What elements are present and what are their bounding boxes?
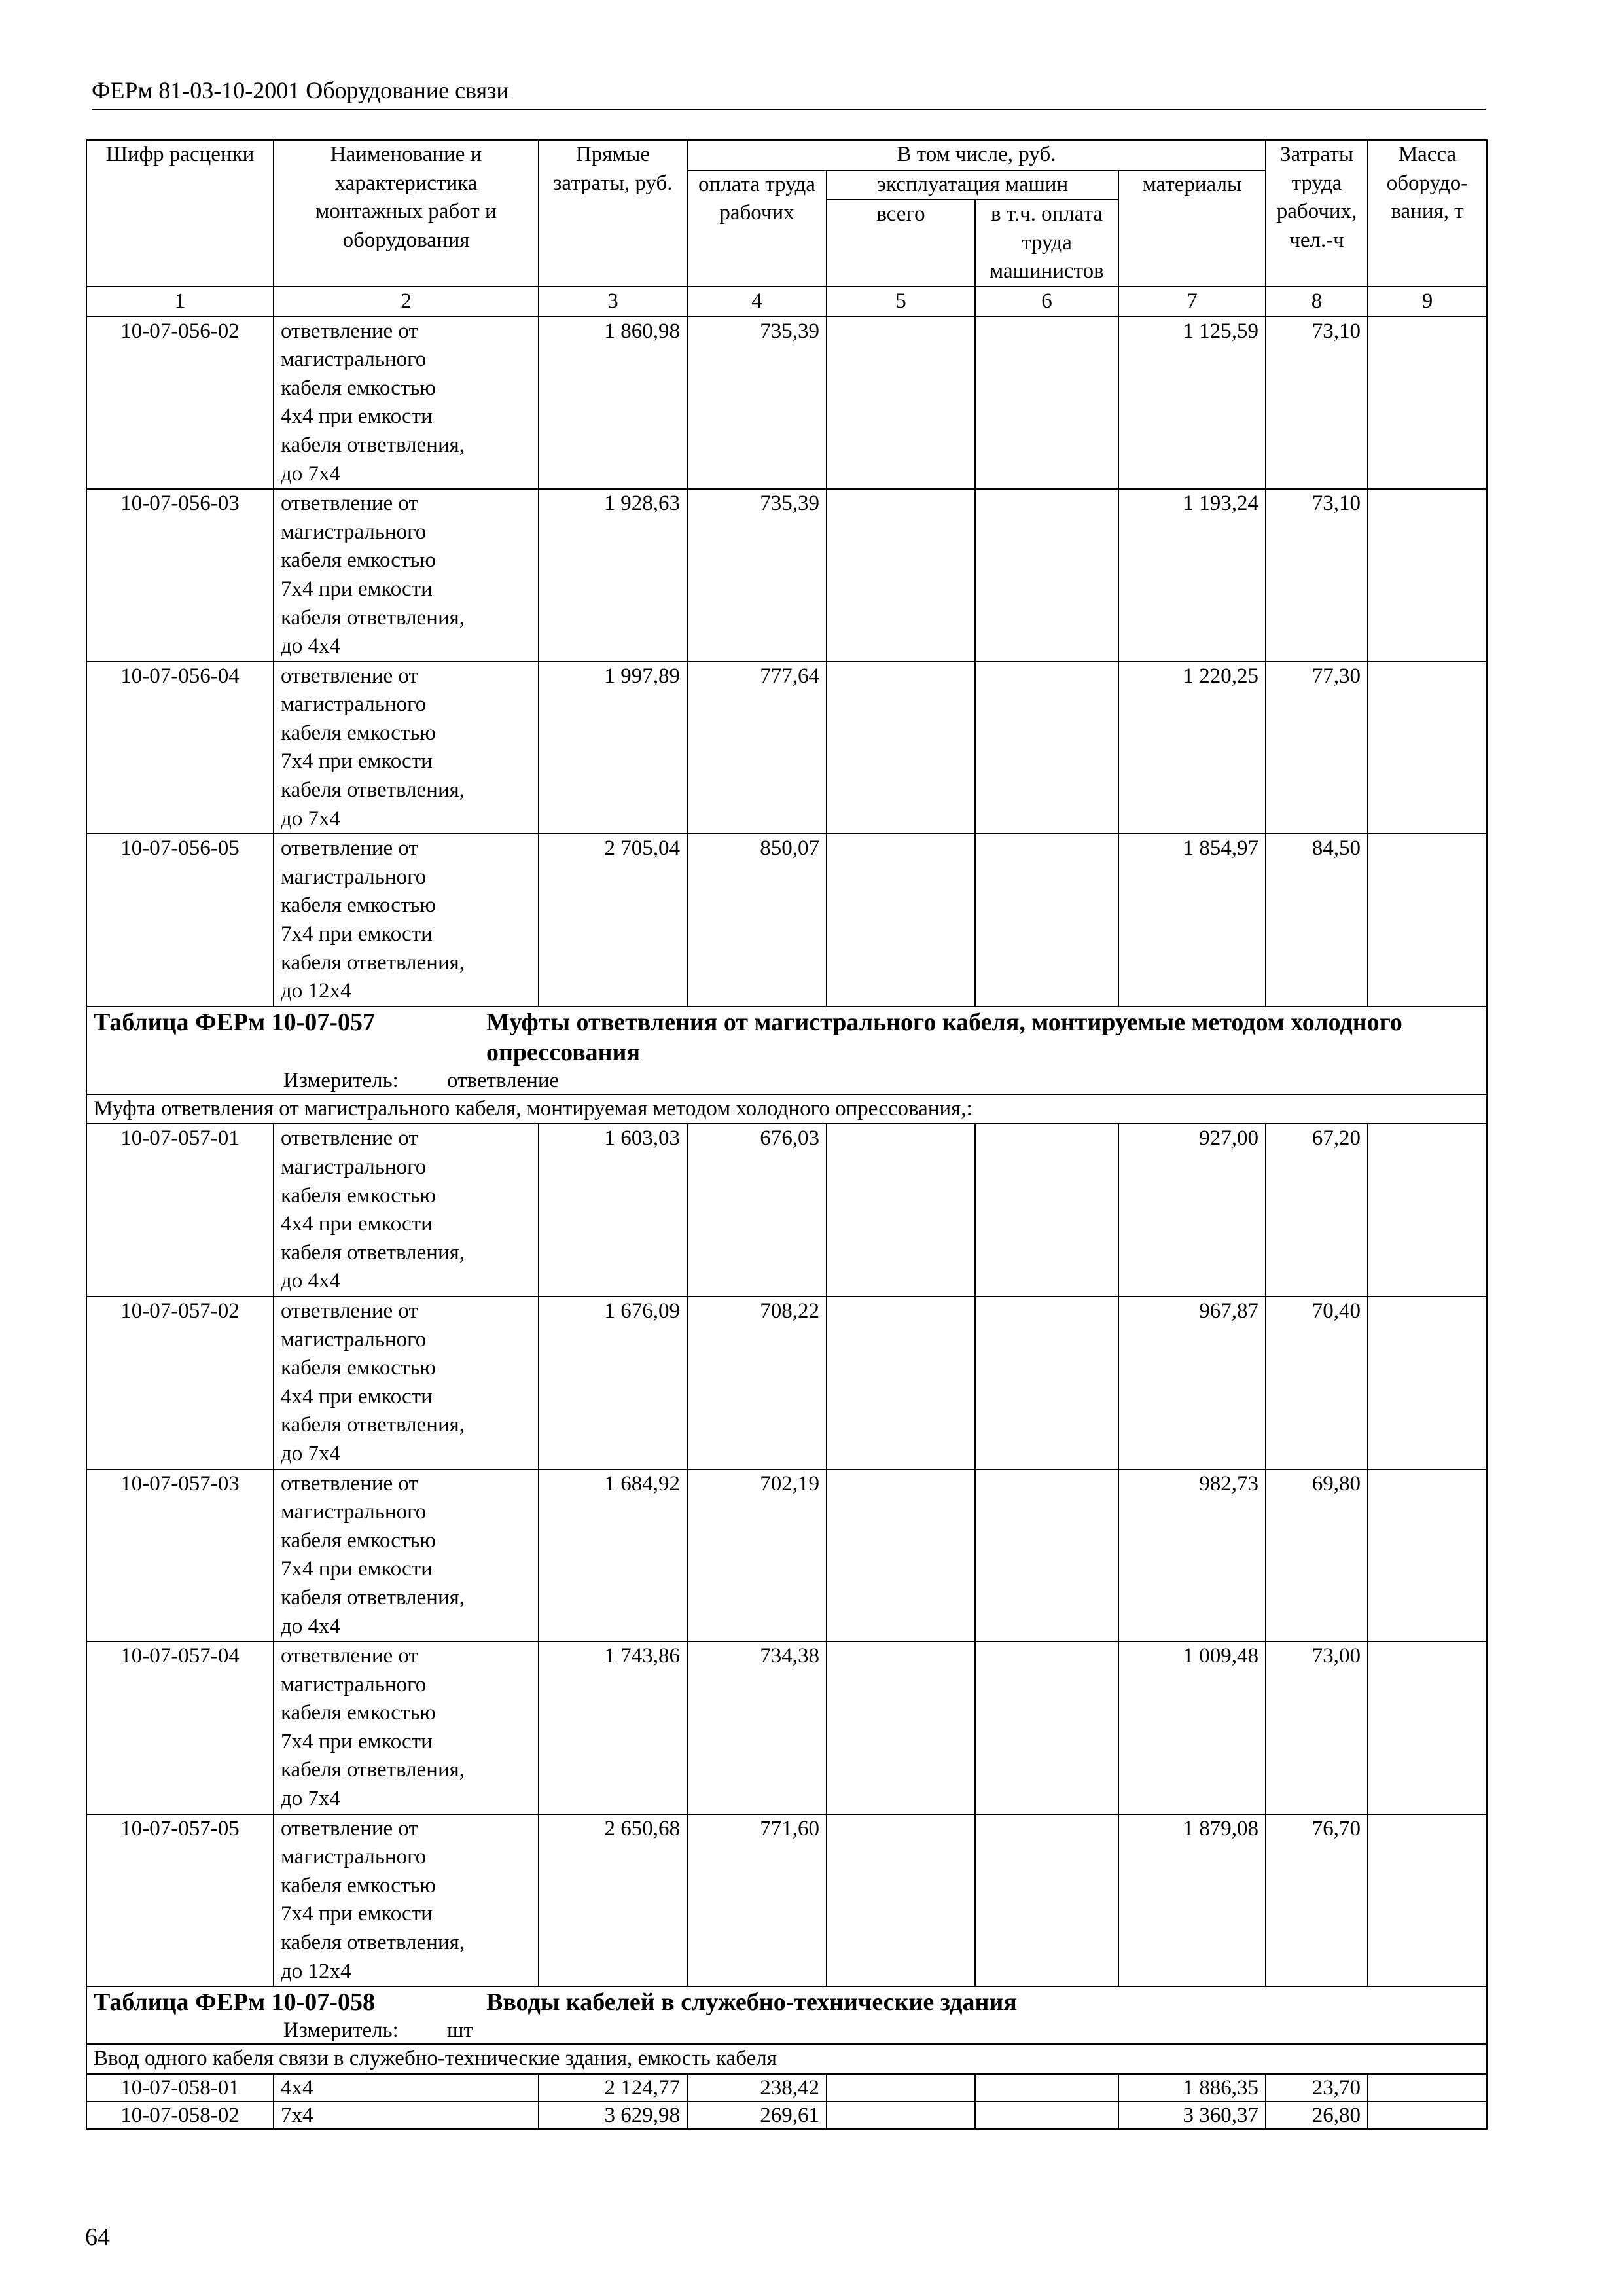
description-line: 4x4 при емкости	[281, 404, 433, 429]
column-number: 1	[86, 287, 274, 317]
labor-hours: 69,80	[1266, 1469, 1368, 1642]
direct-cost: 2 705,04	[539, 834, 687, 1007]
header-machines: эксплуатация машин	[827, 170, 1118, 200]
table-row	[86, 2102, 1487, 2129]
materials-cost: 1 220,25	[1118, 662, 1266, 834]
labor-hours: 77,30	[1266, 662, 1368, 834]
machines-labor	[975, 317, 1118, 490]
description-line: ответвление от	[281, 1644, 418, 1668]
materials-cost: 1 879,08	[1118, 1814, 1266, 1987]
labor-hours: 84,50	[1266, 834, 1368, 1007]
description-line: 4x4	[281, 2075, 313, 2100]
description-line: магистрального	[281, 1845, 427, 1869]
materials-cost: 1 854,97	[1118, 834, 1266, 1007]
work-description	[274, 1297, 539, 1469]
description-line: до 12x4	[281, 979, 351, 1003]
direct-cost: 1 928,63	[539, 489, 687, 662]
labor-pay: 269,61	[687, 2102, 827, 2129]
description-line: кабеля емкостью	[281, 376, 437, 400]
machines-labor	[975, 2102, 1118, 2129]
machines-total	[827, 2102, 975, 2129]
equipment-mass	[1368, 2074, 1487, 2102]
group-title: Ввод одного кабеля связи в служебно-технические здания, емкость кабеля	[86, 2044, 1487, 2074]
description-line: ответвление от	[281, 319, 418, 343]
header-machines-total: всего	[827, 200, 975, 287]
equipment-mass	[1368, 1641, 1487, 1814]
section-name: Муфты ответвления от магистрального кабеля, монтируемые методом холодного опрессования	[486, 1008, 1402, 1066]
labor-pay: 777,64	[687, 662, 827, 834]
equipment-mass	[1368, 1814, 1487, 1987]
header-mass: Масса оборудо-вания, т	[1368, 140, 1487, 287]
materials-cost: 3 360,37	[1118, 2102, 1266, 2129]
materials-cost: 1 009,48	[1118, 1641, 1266, 1814]
header-name: Наименование и характеристика монтажных работ и оборудования	[274, 140, 539, 287]
work-description	[274, 1469, 539, 1642]
equipment-mass	[1368, 489, 1487, 662]
description-line: ответвление от	[281, 1126, 418, 1151]
description-line: 4x4 при емкости	[281, 1384, 433, 1408]
description-line: кабеля емкостью	[281, 548, 437, 573]
labor-pay: 771,60	[687, 1814, 827, 1987]
column-number: 5	[827, 287, 975, 317]
machines-labor	[975, 489, 1118, 662]
table-row	[86, 2074, 1487, 2102]
materials-cost: 967,87	[1118, 1297, 1266, 1469]
direct-cost: 1 997,89	[539, 662, 687, 834]
rate-code: 10-07-058-01	[86, 2074, 274, 2102]
rate-code: 10-07-057-02	[86, 1297, 274, 1469]
direct-cost: 2 124,77	[539, 2074, 687, 2102]
description-line: кабеля емкостью	[281, 1528, 437, 1552]
column-number: 4	[687, 287, 827, 317]
work-description	[274, 1641, 539, 1814]
description-line: кабеля емкостью	[281, 1356, 437, 1380]
direct-cost: 2 650,68	[539, 1814, 687, 1987]
description-line: кабеля емкостью	[281, 1183, 437, 1208]
work-description	[274, 834, 539, 1007]
labor-pay: 702,19	[687, 1469, 827, 1642]
description-line: 7x4 при емкости	[281, 577, 433, 601]
direct-cost: 1 743,86	[539, 1641, 687, 1814]
description-line: магистрального	[281, 348, 427, 372]
column-number: 7	[1118, 287, 1266, 317]
description-line: ответвление от	[281, 836, 418, 861]
group-row	[86, 1094, 1487, 1124]
machines-total	[827, 1469, 975, 1642]
header-code: Шифр расценки	[86, 140, 274, 287]
measure-unit: шт	[447, 2018, 473, 2043]
description-line: до 7x4	[281, 461, 341, 486]
section-title	[87, 1007, 1486, 1067]
labor-hours: 73,00	[1266, 1641, 1368, 1814]
labor-pay: 735,39	[687, 317, 827, 490]
column-number: 8	[1266, 287, 1368, 317]
machines-labor	[975, 834, 1118, 1007]
machines-labor	[975, 1297, 1118, 1469]
equipment-mass	[1368, 1297, 1487, 1469]
column-number: 6	[975, 287, 1118, 317]
machines-total	[827, 1297, 975, 1469]
labor-pay: 850,07	[687, 834, 827, 1007]
description-line: магистрального	[281, 520, 427, 544]
rate-code: 10-07-057-01	[86, 1124, 274, 1297]
table-row	[86, 489, 1487, 662]
description-line: 7x4	[281, 2103, 313, 2127]
labor-pay: 735,39	[687, 489, 827, 662]
labor-hours: 23,70	[1266, 2074, 1368, 2102]
work-description	[274, 317, 539, 490]
section-header-row	[86, 1986, 1487, 2044]
machines-labor	[975, 1814, 1118, 1987]
description-line: 7x4 при емкости	[281, 922, 433, 946]
rate-code: 10-07-057-03	[86, 1469, 274, 1642]
rate-code: 10-07-056-02	[86, 317, 274, 490]
table-row	[86, 1814, 1487, 1987]
machines-total	[827, 662, 975, 834]
column-number: 9	[1368, 287, 1487, 317]
section-measure	[87, 2017, 1486, 2043]
page-header: ФЕРм 81-03-10-2001 Оборудование связи	[92, 76, 1486, 110]
description-line: 7x4 при емкости	[281, 1557, 433, 1581]
equipment-mass	[1368, 2102, 1487, 2129]
page-number: 64	[85, 2223, 110, 2251]
header-row-1	[86, 140, 1487, 170]
description-line: кабеля емкостью	[281, 721, 437, 745]
description-line: 4x4 при емкости	[281, 1212, 433, 1236]
description-line: кабеля ответвления,	[281, 605, 465, 630]
description-line: кабеля емкостью	[281, 1701, 437, 1725]
section-name: Вводы кабелей в служебно-технические здания	[486, 1988, 1017, 2017]
table-row	[86, 834, 1487, 1007]
description-line: кабеля емкостью	[281, 1873, 437, 1897]
description-line: 7x4 при емкости	[281, 749, 433, 774]
description-line: кабеля ответвления,	[281, 1931, 465, 1955]
direct-cost: 1 684,92	[539, 1469, 687, 1642]
description-line: ответвление от	[281, 1816, 418, 1840]
header-labor-cost: Затраты труда рабочих, чел.-ч	[1266, 140, 1368, 287]
direct-cost: 1 860,98	[539, 317, 687, 490]
section-measure	[87, 1067, 1486, 1094]
group-title: Муфта ответвления от магистрального кабеля, монтируемая методом холодного опрессования,:	[86, 1094, 1487, 1124]
labor-pay: 734,38	[687, 1641, 827, 1814]
rate-code: 10-07-056-03	[86, 489, 274, 662]
description-line: ответвление от	[281, 664, 418, 688]
equipment-mass	[1368, 662, 1487, 834]
equipment-mass	[1368, 1124, 1487, 1297]
measure-label: Измеритель:	[283, 1068, 399, 1092]
direct-cost: 3 629,98	[539, 2102, 687, 2129]
description-line: до 7x4	[281, 1787, 341, 1811]
work-description	[274, 489, 539, 662]
machines-total	[827, 1814, 975, 1987]
description-line: ответвление от	[281, 1471, 418, 1496]
description-line: до 4x4	[281, 1269, 341, 1293]
labor-hours: 73,10	[1266, 489, 1368, 662]
description-line: 7x4 при емкости	[281, 1902, 433, 1926]
column-numbers-row	[86, 287, 1487, 317]
description-line: кабеля ответвления,	[281, 433, 465, 457]
section-header	[86, 1986, 1487, 2044]
description-line: до 4x4	[281, 1614, 341, 1638]
description-line: ответвление от	[281, 1299, 418, 1323]
rate-code: 10-07-057-05	[86, 1814, 274, 1987]
section-label: Таблица ФЕРм 10-07-057	[94, 1008, 375, 1036]
table-row	[86, 1469, 1487, 1642]
description-line: кабеля ответвления,	[281, 1240, 465, 1265]
labor-hours: 70,40	[1266, 1297, 1368, 1469]
section-label: Таблица ФЕРм 10-07-058	[94, 1988, 375, 2017]
work-description	[274, 2074, 539, 2102]
equipment-mass	[1368, 834, 1487, 1007]
description-line: до 12x4	[281, 1959, 351, 1983]
description-line: кабеля ответвления,	[281, 778, 465, 802]
equipment-mass	[1368, 1469, 1487, 1642]
section-title	[87, 1987, 1486, 2017]
rate-code: 10-07-056-05	[86, 834, 274, 1007]
description-line: кабеля емкостью	[281, 893, 437, 918]
materials-cost: 982,73	[1118, 1469, 1266, 1642]
description-line: кабеля ответвления,	[281, 1758, 465, 1782]
description-line: магистрального	[281, 1672, 427, 1696]
table-row	[86, 1124, 1487, 1297]
description-line: магистрального	[281, 865, 427, 889]
column-number: 2	[274, 287, 539, 317]
work-description	[274, 1814, 539, 1987]
table-row	[86, 662, 1487, 834]
group-row	[86, 2044, 1487, 2074]
machines-total	[827, 317, 975, 490]
work-description	[274, 662, 539, 834]
table-row	[86, 317, 1487, 490]
column-number: 3	[539, 287, 687, 317]
direct-cost: 1 603,03	[539, 1124, 687, 1297]
labor-hours: 76,70	[1266, 1814, 1368, 1987]
description-line: магистрального	[281, 1155, 427, 1179]
direct-cost: 1 676,09	[539, 1297, 687, 1469]
section-header	[86, 1007, 1487, 1094]
description-line: магистрального	[281, 692, 427, 717]
work-description	[274, 1124, 539, 1297]
materials-cost: 927,00	[1118, 1124, 1266, 1297]
section-header-row	[86, 1007, 1487, 1094]
measure-unit: ответвление	[447, 1068, 560, 1092]
labor-hours: 67,20	[1266, 1124, 1368, 1297]
table-row	[86, 1641, 1487, 1814]
labor-pay: 708,22	[687, 1297, 827, 1469]
materials-cost: 1 125,59	[1118, 317, 1266, 490]
machines-labor	[975, 662, 1118, 834]
description-line: кабеля ответвления,	[281, 950, 465, 975]
description-line: магистрального	[281, 1327, 427, 1352]
table-row	[86, 1297, 1487, 1469]
equipment-mass	[1368, 317, 1487, 490]
header-direct: Прямые затраты, руб.	[539, 140, 687, 287]
measure-label: Измеритель:	[283, 2018, 399, 2043]
header-machines-labor: в т.ч. оплата труда машинистов	[975, 200, 1118, 287]
description-line: до 7x4	[281, 1441, 341, 1465]
description-line: до 4x4	[281, 634, 341, 658]
description-line: 7x4 при емкости	[281, 1729, 433, 1753]
labor-hours: 26,80	[1266, 2102, 1368, 2129]
machines-total	[827, 2074, 975, 2102]
description-line: кабеля ответвления,	[281, 1413, 465, 1437]
machines-labor	[975, 1641, 1118, 1814]
labor-hours: 73,10	[1266, 317, 1368, 490]
work-description	[274, 2102, 539, 2129]
machines-labor	[975, 2074, 1118, 2102]
header-materials: материалы	[1118, 170, 1266, 287]
machines-labor	[975, 1124, 1118, 1297]
machines-total	[827, 489, 975, 662]
description-line: до 7x4	[281, 806, 341, 831]
machines-total	[827, 1124, 975, 1297]
description-line: кабеля ответвления,	[281, 1585, 465, 1609]
labor-pay: 238,42	[687, 2074, 827, 2102]
description-line: ответвление от	[281, 492, 418, 516]
rates-table	[86, 139, 1488, 2130]
rate-code: 10-07-056-04	[86, 662, 274, 834]
materials-cost: 1 886,35	[1118, 2074, 1266, 2102]
header-incl: В том числе, руб.	[687, 140, 1266, 170]
header-labor: оплата труда рабочих	[687, 170, 827, 287]
rate-code: 10-07-057-04	[86, 1641, 274, 1814]
machines-total	[827, 1641, 975, 1814]
machines-total	[827, 834, 975, 1007]
machines-labor	[975, 1469, 1118, 1642]
materials-cost: 1 193,24	[1118, 489, 1266, 662]
description-line: магистрального	[281, 1500, 427, 1524]
labor-pay: 676,03	[687, 1124, 827, 1297]
rate-code: 10-07-058-02	[86, 2102, 274, 2129]
